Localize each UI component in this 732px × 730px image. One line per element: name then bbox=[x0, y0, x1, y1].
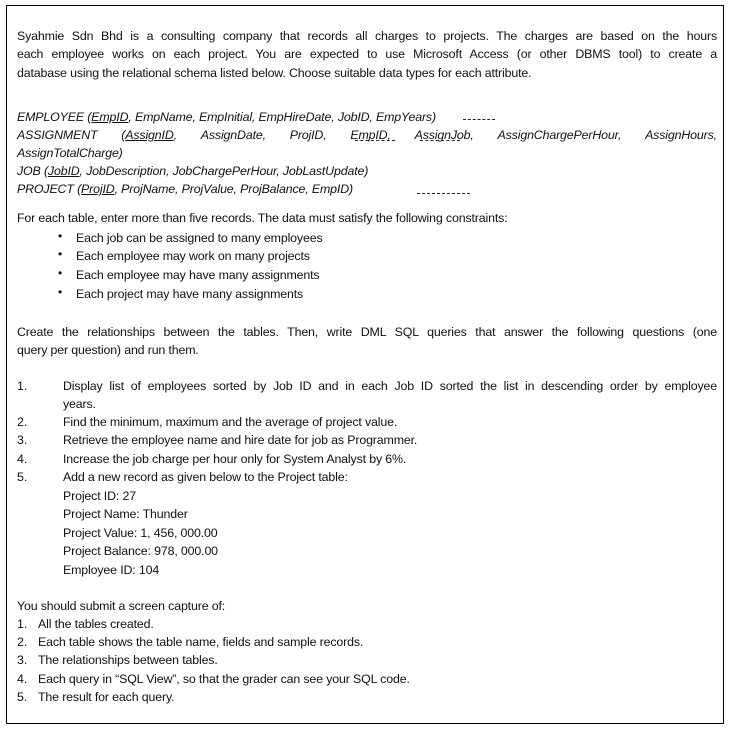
project-fields: , ProjName, ProjValue, ProjBalance, EmpID) bbox=[114, 182, 353, 196]
record-project-id: Project ID: 27 bbox=[63, 489, 136, 503]
fk-dash-jobid bbox=[463, 119, 495, 120]
intro-line-2: each employee works on each project. You are expected to use Microsoft Access (or other DBMS tool) to create a bbox=[17, 47, 717, 61]
assignment-comma: , bbox=[173, 128, 177, 142]
employee-table-name: EMPLOYEE ( bbox=[17, 110, 92, 124]
job-fields: , JobDescription, JobChargePerHour, JobLastUpdate) bbox=[79, 164, 369, 178]
assignment-open-paren: ( bbox=[121, 128, 126, 142]
submit-number: 5. bbox=[17, 690, 28, 704]
assignment-key bbox=[121, 126, 177, 144]
assignment-field: AssignHours, bbox=[645, 128, 717, 142]
constraints-intro: For each table, enter more than five records. The data must satisfy the following constraints: bbox=[17, 211, 508, 225]
job-table-name: JOB ( bbox=[17, 164, 48, 178]
query-text: Add a new record as given below to the Project table: bbox=[63, 470, 348, 484]
bullet-icon: • bbox=[58, 266, 63, 280]
submit-number: 2. bbox=[17, 635, 28, 649]
intro-line-1: Syahmie Sdn Bhd is a consulting company that records all charges to projects. The charges are based on the hours bbox=[17, 29, 717, 43]
record-project-balance: Project Balance: 978, 000.00 bbox=[63, 544, 218, 558]
query-number: 2. bbox=[17, 415, 28, 429]
query-number: 3. bbox=[17, 433, 28, 447]
query-text: Find the minimum, maximum and the average of project value. bbox=[63, 415, 398, 429]
queries-intro-line-1: Create the relationships between the tables. Then, write DML SQL queries that answer the following questions (one bbox=[17, 325, 717, 339]
constraint-item: Each employee may work on many projects bbox=[76, 249, 310, 263]
submit-intro: You should submit a screen capture of: bbox=[17, 599, 226, 613]
assignment-field: AssignJob, bbox=[414, 128, 474, 142]
queries-intro-line-2: query per question) and run them. bbox=[17, 343, 199, 357]
query-number: 5. bbox=[17, 470, 28, 484]
record-project-value: Project Value: 1, 456, 000.00 bbox=[63, 526, 218, 540]
submit-number: 3. bbox=[17, 653, 28, 667]
submit-item: Each table shows the table name, fields and sample records. bbox=[38, 635, 364, 649]
assignment-pk: AssignID bbox=[125, 128, 174, 142]
fk-dash-assignjob bbox=[420, 140, 460, 141]
constraint-item: Each job can be assigned to many employees bbox=[76, 231, 323, 245]
submit-number: 1. bbox=[17, 617, 28, 631]
schema-assignment bbox=[17, 126, 717, 144]
assignment-field: AssignDate, bbox=[200, 128, 266, 142]
schema-assignment-cont: AssignTotalCharge) bbox=[17, 146, 123, 160]
query-number: 4. bbox=[17, 452, 28, 466]
submit-item: The relationships between tables. bbox=[38, 653, 218, 667]
assignment-field: EmpID, bbox=[350, 128, 391, 142]
assignment-table-name: ASSIGNMENT bbox=[17, 128, 98, 142]
assignment-field: ProjID, bbox=[289, 128, 327, 142]
record-employee-id: Employee ID: 104 bbox=[63, 563, 160, 577]
bullet-icon: • bbox=[58, 247, 63, 261]
constraint-item: Each employee may have many assignments bbox=[76, 268, 320, 282]
fk-dash-empid bbox=[355, 140, 395, 141]
project-pk: ProjID bbox=[81, 182, 115, 196]
constraint-item: Each project may have many assignments bbox=[76, 287, 304, 301]
query-text-cont: years. bbox=[63, 397, 96, 411]
project-table-name: PROJECT ( bbox=[17, 182, 82, 196]
intro-line-3: database using the relational schema listed below. Choose suitable data types for each attribute. bbox=[17, 66, 532, 80]
job-pk: JobID bbox=[47, 164, 80, 178]
employee-fields: , EmpName, EmpInitial, EmpHireDate, JobID, EmpYears) bbox=[128, 110, 436, 124]
assignment-field: AssignChargePerHour, bbox=[497, 128, 622, 142]
submit-number: 4. bbox=[17, 672, 28, 686]
query-text: Increase the job charge per hour only for System Analyst by 6%. bbox=[63, 452, 407, 466]
query-text: Display list of employees sorted by Job ID and in each Job ID sorted the list in descending order by employee bbox=[63, 379, 717, 393]
submit-item: Each query in “SQL View”, so that the grader can see your SQL code. bbox=[38, 672, 410, 686]
bullet-icon: • bbox=[58, 285, 63, 299]
employee-pk: EmpID bbox=[91, 110, 129, 124]
schema-employee bbox=[17, 108, 436, 126]
submit-item: The result for each query. bbox=[38, 690, 175, 704]
query-text: Retrieve the employee name and hire date for job as Programmer. bbox=[63, 433, 418, 447]
record-project-name: Project Name: Thunder bbox=[63, 507, 188, 521]
fk-dash-project-empid bbox=[417, 193, 470, 194]
schema-project bbox=[17, 180, 353, 198]
bullet-icon: • bbox=[58, 229, 63, 243]
query-number: 1. bbox=[17, 379, 28, 393]
submit-item: All the tables created. bbox=[38, 617, 154, 631]
schema-job bbox=[17, 162, 368, 180]
